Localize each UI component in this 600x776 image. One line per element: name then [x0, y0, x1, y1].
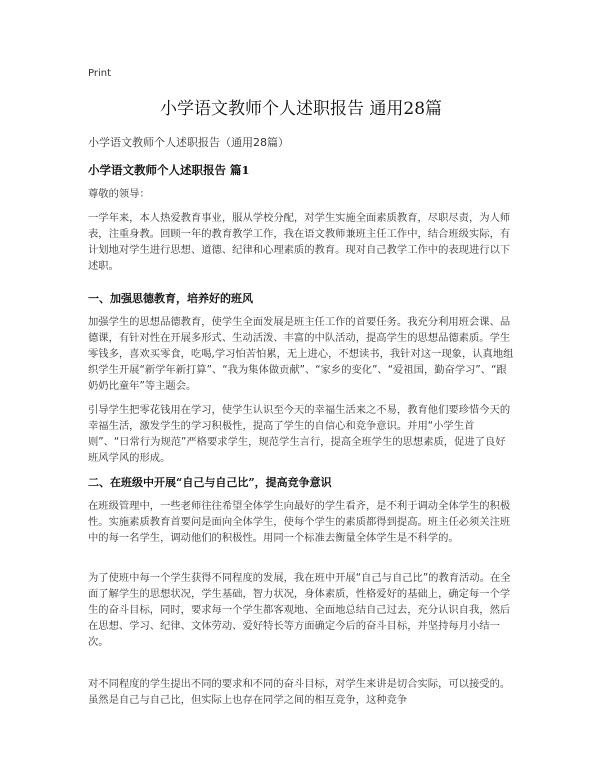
paragraph-compete-1: 在班级管理中，一些老师往往希望全体学生向最好的学生看齐，是不利于调动全体学生的积极性。实施素质教育首要问是面向全体学生，使每个学生的素质都得到提高。班主任必须关注班中的每一名学生，调动他们的积极性。用同一个标准去衡量全体学生是不科学的。 — [88, 500, 511, 544]
paragraph-moral-2: 引导学生把零花钱用在学习，使学生认识至今天的幸福生活来之不易，教育他们要珍惜今天的幸福生活，激发学生的学习积极性，提高了学生的自信心和竞争意识。并用“小学生首则”、“日常行为规范”严格要求学生，规范学生言行，提高全班学生的思想素质，促进了良好班风学风的形成。 — [88, 404, 511, 464]
paragraph-intro: 一学年来，本人热爱教育事业，服从学校分配，对学生实施全面素质教育，尽职尽责，为人师表，注重身教。回顾一年的教育教学工作，我在语文教师兼班主任工作中，结合班级实际，有计划地对学生进行思想、道德、纪律和心理素质的教育。现对自己教学工作中的表现进行以下述职。 — [88, 212, 511, 272]
heading-moral-education: 一、加强思德教育，培养好的班风 — [88, 292, 253, 305]
paragraph-compete-3: 对不同程度的学生提出不同的要求和不同的奋斗目标，对学生来讲是切合实际，可以接受的。虽然是自己与自己比，但实际上也存在同学之间的相互竞争，这种竞争 — [88, 678, 511, 706]
print-label[interactable]: Print — [88, 68, 112, 79]
document-title: 小学语文教师个人述职报告 通用28篇 — [159, 99, 443, 119]
heading-competition: 二、在班级中开展“自己与自己比”，提高竞争意识 — [88, 476, 332, 489]
section-title: 小学语文教师个人述职报告 篇1 — [88, 163, 250, 177]
paragraph-compete-2: 为了使班中每一个学生获得不同程度的发展，我在班中开展“自己与自己比”的教育活动。在全面了解学生的思想状况，学生基础，智力状况，身体素质，性格爱好的基础上，确定每一个学生的奋斗目标，同时，要求每一个学生都客观地、全面地总结自己过去，充分认识自我，然后在思想、学习、纪律、文体劳动、爱好特长等方面确定今后的奋斗目标，并坚持每月小结一次。 — [88, 572, 511, 648]
greeting: 尊敬的领导： — [88, 188, 150, 200]
document-subtitle: 小学语文教师个人述职报告（通用28篇） — [88, 136, 289, 149]
paragraph-moral-1: 加强学生的思想品德教育，使学生全面发展是班主任工作的首要任务。我充分利用班会课、品德课，有针对性在开展多形式、生动活泼、丰富的中队活动，提高学生的思想品德素质。学生零钱多，喜欢买零食，吃喝,学习怕苦怕累，无上进心，不想读书，我针对这一现象，认真地组织学生开展“新学年新打算”、“我为集体做贡献”、“家乡的变化”、“爱祖国，勤奋学习”、“跟奶奶比童年”等主题会。 — [88, 316, 514, 392]
